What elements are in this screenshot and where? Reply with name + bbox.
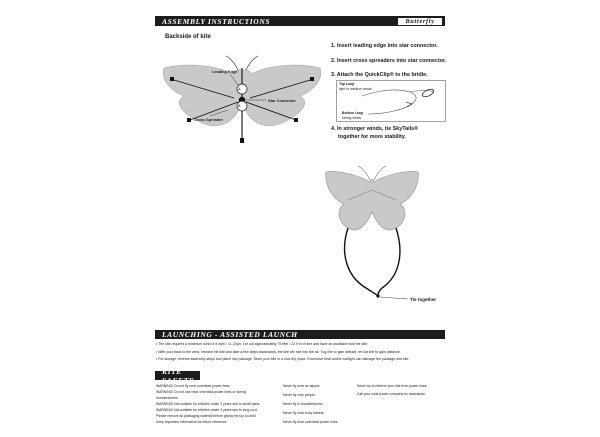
step-2: 2. Insert cross spreaders into star connector. — [331, 58, 447, 64]
spar-end-cap — [240, 138, 244, 143]
launch-instruction: • The kite requires a minimum wind of 8 mph / 11.3 kph. Let out approximately 75 feet / 22.9 m of line and have an assistant hold the kite. — [156, 342, 368, 346]
skytail-left — [345, 228, 378, 296]
star-connector-label: Star Connecter — [268, 98, 296, 103]
top-loop-desc: light to medium winds — [339, 87, 372, 91]
assembly-instructions-header — [155, 16, 445, 26]
callout-leader — [380, 297, 408, 299]
kite-sail-front — [326, 171, 419, 230]
safety-rule: Never fly near busy streets. — [283, 411, 325, 415]
kite-front-diagram — [320, 160, 430, 310]
safety-rule: Never fly near an airport. — [283, 384, 321, 388]
connector-number-1: 1. — [238, 86, 242, 91]
safety-rule: Never fly near overhead power lines. — [283, 420, 339, 424]
launching-header — [155, 330, 445, 339]
spar-end-cap — [187, 118, 191, 122]
step-1: 1. Insert leading edge into star connector. — [331, 43, 438, 49]
safety-warning: WARNING! Do not fly near overhead power lines. — [156, 384, 231, 388]
leading-edge-label: Leading Edge — [212, 69, 238, 74]
safety-rule: Never fly in thunderstorms. — [283, 402, 324, 406]
safety-warning: Please remove all packaging material before giving the toy to child. — [156, 414, 257, 418]
section-title: LAUNCHING - ASSISTED LAUNCH — [162, 330, 298, 339]
safety-warning: WARNING! Not suitable for children under 3 years due to small parts. — [156, 402, 261, 406]
product-name: Butterfly — [398, 18, 442, 25]
kite-safety-header — [155, 366, 200, 385]
safety-warning: Keep important information for future reference. — [156, 420, 228, 424]
spar-end-cap — [294, 118, 298, 122]
kite-backside-diagram — [150, 40, 330, 150]
bottom-loop-title: Bottom Loop — [342, 111, 364, 115]
safety-warning: thunderstorms. — [156, 396, 179, 400]
cross-spreader-label: Cross Spreader — [194, 117, 223, 122]
section-title: KITE SAFETY — [162, 366, 194, 385]
connector-number-2: 2. — [238, 103, 242, 108]
bottom-loop-desc: strong winds — [342, 116, 362, 120]
safety-rule: Never try to retrieve your kite from power lines. — [357, 384, 428, 388]
tie-together-label: Tie together — [410, 297, 437, 302]
launch-instruction: • With your back to the wind, release the kite and take a few steps backwards, the kite will rise into the air. Tug line to gain altitude, let out line to gain distance. — [156, 350, 401, 354]
safety-rule: Never fly over people. — [283, 393, 316, 397]
spar-end-cap — [170, 77, 174, 81]
top-loop-title: Top Loop — [339, 82, 355, 86]
step-4: 4. In stronger winds, tie SkyTails® — [331, 126, 419, 132]
safety-warning: WARNING! Do not use near overhead power lines or during — [156, 390, 246, 394]
step-4-continued: together for more stability. — [338, 134, 406, 140]
safety-warning: WARNING! Not suitable for children under 3 years due to long cord. — [156, 408, 258, 412]
safety-rule: Call your local power company for assistance. — [357, 392, 426, 396]
skytail-right — [378, 228, 400, 296]
launch-instruction: • For storage, reverse assembly steps and place into package. Store your kite in a cool dry place. Excessive heat and/or sunlight can damage the package and kite. — [156, 357, 410, 361]
step-3: 3. Attach the QuickClip® to the bridle. — [331, 72, 428, 78]
diagram-title: Backside of kite — [165, 34, 211, 40]
tail-knot — [376, 294, 379, 297]
spar-end-cap — [310, 77, 314, 81]
section-title: ASSEMBLY INSTRUCTIONS — [162, 16, 271, 26]
kite-antenna — [226, 56, 258, 70]
